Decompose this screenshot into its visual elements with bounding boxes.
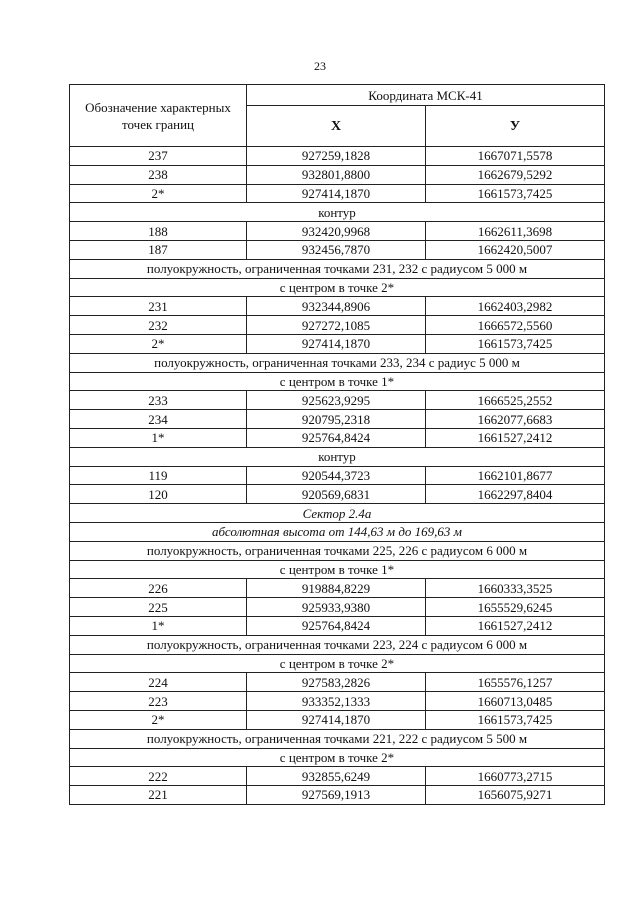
point-id-cell: 1*: [70, 616, 247, 635]
row-note: полуокружность, ограниченная точками 221, 222 с радиусом 5 500 м: [70, 729, 605, 748]
y-coordinate-cell: 1660333,3525: [426, 579, 605, 598]
row-note: контур: [70, 447, 605, 466]
note-row: [70, 654, 605, 673]
coord-system-header: Координата МСК-41: [247, 85, 605, 106]
table-row: [70, 598, 605, 617]
page-number: 23: [314, 59, 326, 73]
y-coordinate-cell: 1662101,8677: [426, 466, 605, 485]
y-coordinate-cell: 1660713,0485: [426, 692, 605, 711]
x-coordinate-cell: 920569,6831: [247, 485, 426, 504]
note-row: [70, 635, 605, 654]
x-coordinate-cell: 927259,1828: [247, 147, 426, 166]
row-note: полуокружность, ограниченная точками 223, 224 с радиусом 6 000 м: [70, 635, 605, 654]
point-id-cell: 222: [70, 767, 247, 786]
y-coordinate-cell: 1667071,5578: [426, 147, 605, 166]
note-row: [70, 353, 605, 372]
x-coordinate-cell: 925764,8424: [247, 616, 426, 635]
table-row: [70, 240, 605, 259]
row-note: полуокружность, ограниченная точками 225, 226 с радиусом 6 000 м: [70, 541, 605, 560]
note-row: [70, 203, 605, 222]
designation-header: Обозначение характерных точек границ: [70, 85, 247, 147]
x-coordinate-cell: 920795,2318: [247, 410, 426, 429]
x-column-header: X: [247, 106, 426, 147]
table-row: [70, 410, 605, 429]
table-row: [70, 466, 605, 485]
y-coordinate-cell: 1655576,1257: [426, 673, 605, 692]
sector-caption-row: [70, 504, 605, 523]
note-row: [70, 278, 605, 297]
table-row: [70, 165, 605, 184]
point-id-cell: 232: [70, 316, 247, 335]
x-coordinate-cell: 927569,1913: [247, 786, 426, 805]
point-id-cell: 1*: [70, 428, 247, 447]
point-id-cell: 2*: [70, 334, 247, 353]
y-coordinate-cell: 1655529,6245: [426, 598, 605, 617]
table-row: [70, 673, 605, 692]
table-header: [70, 85, 605, 147]
table-row: [70, 297, 605, 316]
y-coordinate-cell: 1662611,3698: [426, 222, 605, 241]
note-row: [70, 541, 605, 560]
row-note: полуокружность, ограниченная точками 231, 232 с радиусом 5 000 м: [70, 259, 605, 278]
point-id-cell: 226: [70, 579, 247, 598]
y-coordinate-cell: 1662297,8404: [426, 485, 605, 504]
x-coordinate-cell: 925623,9295: [247, 391, 426, 410]
x-coordinate-cell: 932420,9968: [247, 222, 426, 241]
table-row: [70, 391, 605, 410]
x-coordinate-cell: 925933,9380: [247, 598, 426, 617]
note-row: [70, 729, 605, 748]
note-row: [70, 259, 605, 278]
y-coordinate-cell: 1666525,2552: [426, 391, 605, 410]
table-row: [70, 485, 605, 504]
point-id-cell: 221: [70, 786, 247, 805]
x-coordinate-cell: 932855,6249: [247, 767, 426, 786]
x-coordinate-cell: 932456,7870: [247, 240, 426, 259]
row-note: с центром в точке 1*: [70, 372, 605, 391]
table-row: [70, 316, 605, 335]
y-coordinate-cell: 1661573,7425: [426, 184, 605, 203]
table-body: [70, 147, 605, 805]
point-id-cell: 233: [70, 391, 247, 410]
y-coordinate-cell: 1662077,6683: [426, 410, 605, 429]
point-id-cell: 223: [70, 692, 247, 711]
y-coordinate-cell: 1661527,2412: [426, 616, 605, 635]
table-row: [70, 334, 605, 353]
point-id-cell: 2*: [70, 184, 247, 203]
table-row: [70, 579, 605, 598]
x-coordinate-cell: 927272,1085: [247, 316, 426, 335]
point-id-cell: 238: [70, 165, 247, 184]
point-id-cell: 188: [70, 222, 247, 241]
y-coordinate-cell: 1666572,5560: [426, 316, 605, 335]
y-coordinate-cell: 1661573,7425: [426, 710, 605, 729]
table-row: [70, 222, 605, 241]
sector-caption-row: [70, 522, 605, 541]
table-row: [70, 184, 605, 203]
x-coordinate-cell: 927414,1870: [247, 710, 426, 729]
x-coordinate-cell: 927414,1870: [247, 184, 426, 203]
table-row: [70, 147, 605, 166]
coordinates-table: [69, 84, 605, 805]
point-id-cell: 187: [70, 240, 247, 259]
x-coordinate-cell: 920544,3723: [247, 466, 426, 485]
row-note: полуокружность, ограниченная точками 233, 234 с радиус 5 000 м: [70, 353, 605, 372]
point-id-cell: 120: [70, 485, 247, 504]
row-note: с центром в точке 2*: [70, 278, 605, 297]
table-row: [70, 428, 605, 447]
point-id-cell: 2*: [70, 710, 247, 729]
sector-caption: абсолютная высота от 144,63 м до 169,63 м: [70, 522, 605, 541]
x-coordinate-cell: 933352,1333: [247, 692, 426, 711]
y-coordinate-cell: 1656075,9271: [426, 786, 605, 805]
y-coordinate-cell: 1661527,2412: [426, 428, 605, 447]
note-row: [70, 748, 605, 767]
table-row: [70, 786, 605, 805]
x-coordinate-cell: 925764,8424: [247, 428, 426, 447]
row-note: контур: [70, 203, 605, 222]
x-coordinate-cell: 932344,8906: [247, 297, 426, 316]
table-row: [70, 692, 605, 711]
note-row: [70, 372, 605, 391]
table-row: [70, 767, 605, 786]
x-coordinate-cell: 919884,8229: [247, 579, 426, 598]
table-row: [70, 616, 605, 635]
y-coordinate-cell: 1660773,2715: [426, 767, 605, 786]
x-coordinate-cell: 932801,8800: [247, 165, 426, 184]
point-id-cell: 225: [70, 598, 247, 617]
point-id-cell: 234: [70, 410, 247, 429]
x-coordinate-cell: 927583,2826: [247, 673, 426, 692]
y-coordinate-cell: 1661573,7425: [426, 334, 605, 353]
y-coordinate-cell: 1662403,2982: [426, 297, 605, 316]
note-row: [70, 447, 605, 466]
point-id-cell: 224: [70, 673, 247, 692]
row-note: с центром в точке 2*: [70, 654, 605, 673]
point-id-cell: 237: [70, 147, 247, 166]
row-note: с центром в точке 2*: [70, 748, 605, 767]
y-coordinate-cell: 1662420,5007: [426, 240, 605, 259]
x-coordinate-cell: 927414,1870: [247, 334, 426, 353]
y-coordinate-cell: 1662679,5292: [426, 165, 605, 184]
point-id-cell: 231: [70, 297, 247, 316]
note-row: [70, 560, 605, 579]
point-id-cell: 119: [70, 466, 247, 485]
y-column-header: У: [426, 106, 605, 147]
row-note: с центром в точке 1*: [70, 560, 605, 579]
sector-caption: Сектор 2.4а: [70, 504, 605, 523]
table-row: [70, 710, 605, 729]
